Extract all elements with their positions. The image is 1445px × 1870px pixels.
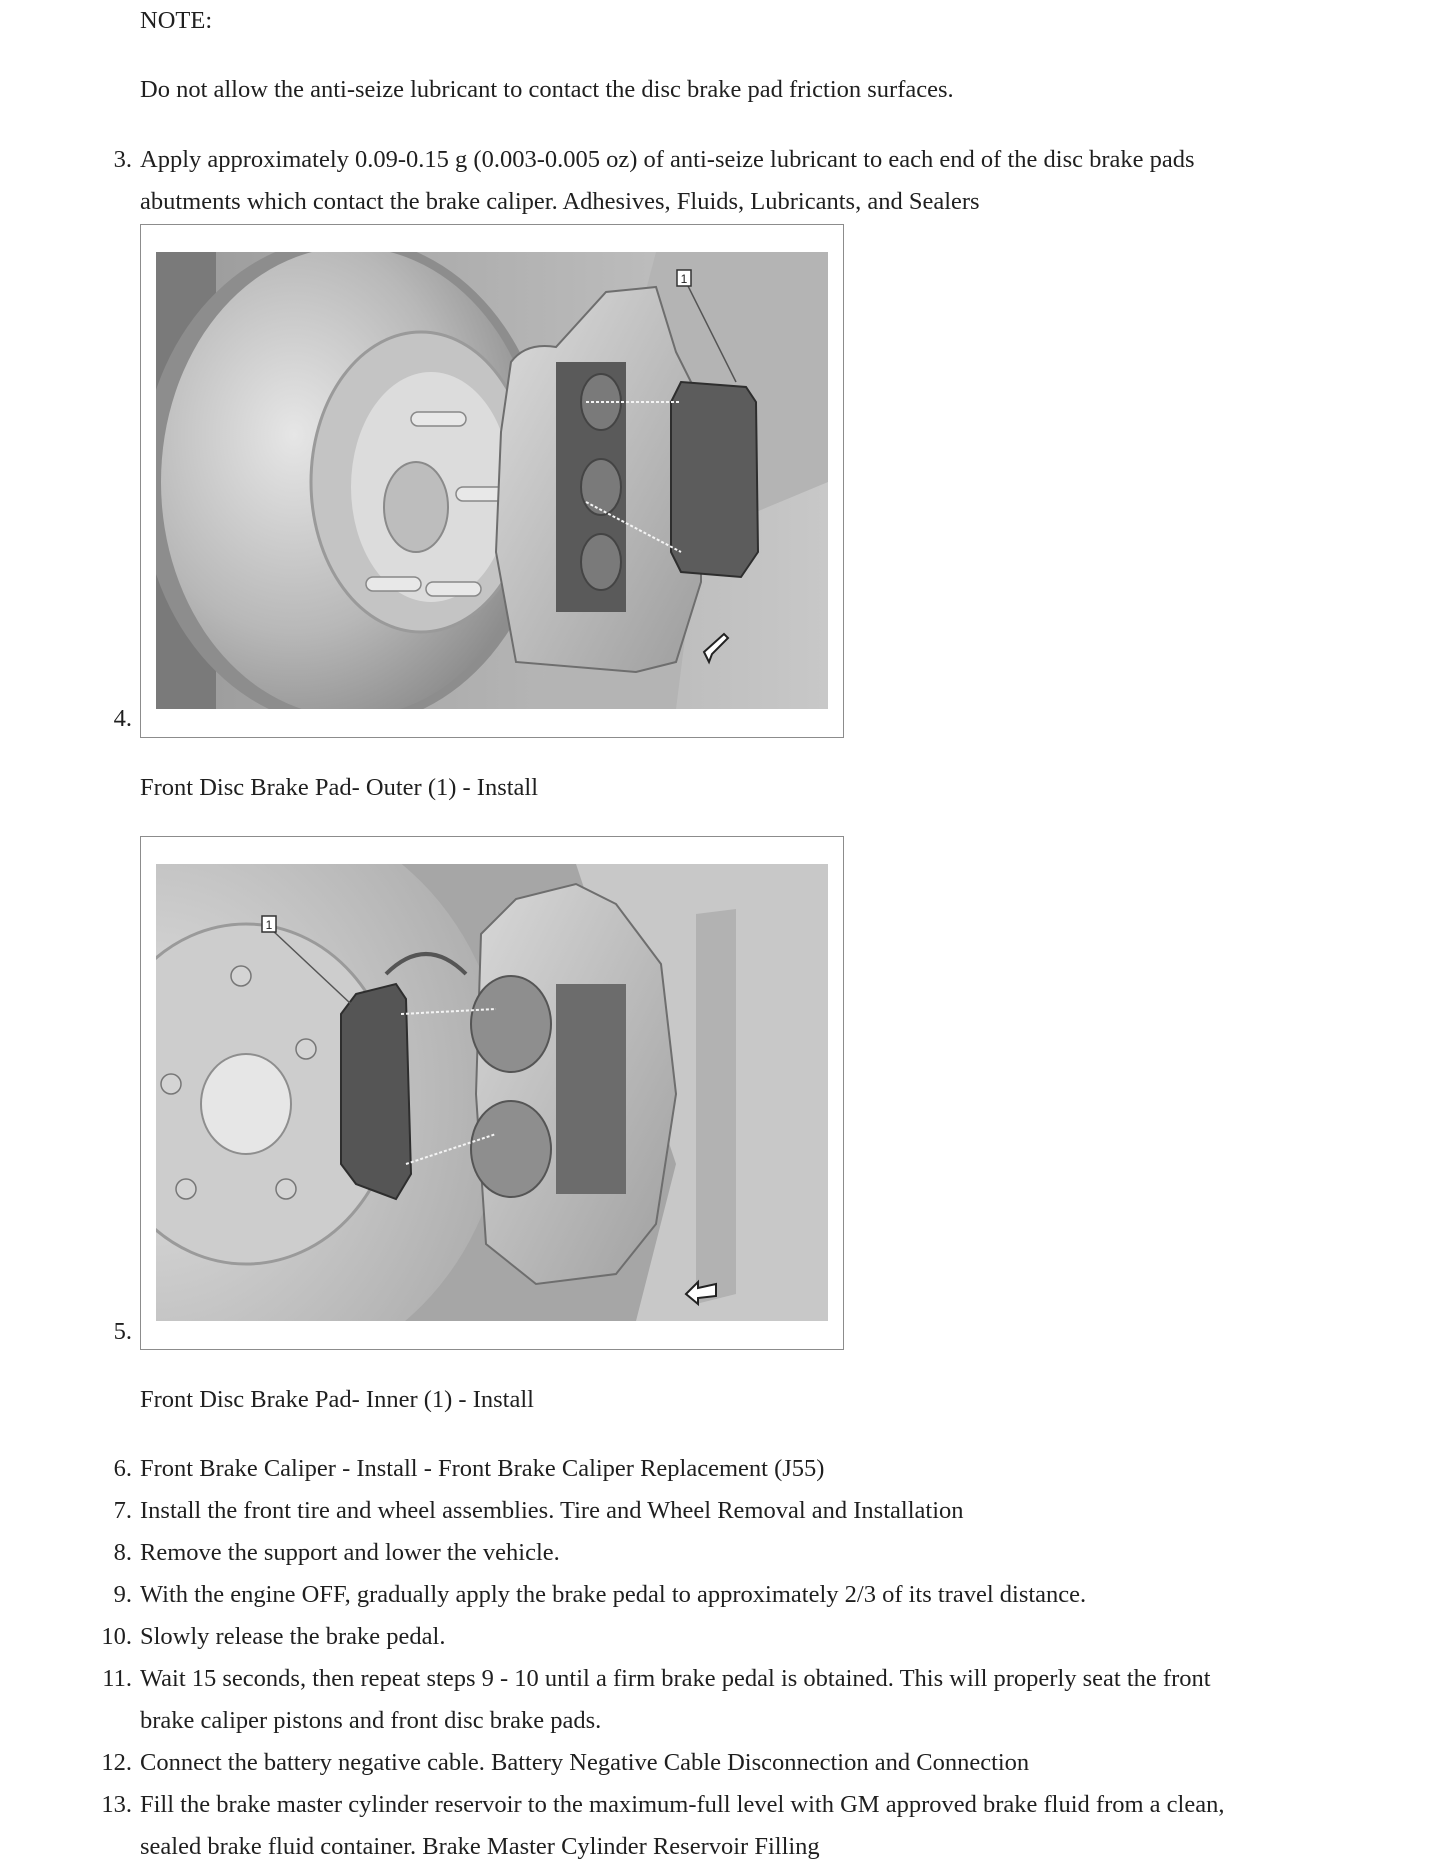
step-3-line-1: Apply approximately 0.09-0.15 g (0.003-0.005 oz) of anti-seize lubricant to each end of the disc brake pads: [140, 146, 1195, 173]
step-13-line-1: Fill the brake master cylinder reservoir to the maximum-full level with GM approved brake fluid from a clean,: [140, 1791, 1225, 1818]
step-7-text: Install the front tire and wheel assemblies. Tire and Wheel Removal and Installation: [140, 1497, 964, 1524]
figure-outer-pad-install: [140, 224, 844, 738]
callout-1: 1: [680, 272, 688, 286]
step-5-number: 5.: [113, 1318, 132, 1345]
step-8-number: 8.: [113, 1539, 132, 1566]
step-8-text: Remove the support and lower the vehicle.: [140, 1539, 560, 1566]
step-11-line-2: brake caliper pistons and front disc brake pads.: [140, 1707, 602, 1734]
step-13-number: 13.: [101, 1791, 132, 1818]
step-11-number: 11.: [102, 1665, 132, 1692]
step-4-number: 4.: [113, 705, 132, 732]
note-text: Do not allow the anti-seize lubricant to contact the disc brake pad friction surfaces.: [140, 76, 954, 103]
step-9-number: 9.: [113, 1581, 132, 1608]
figure-inner-pad-install: [140, 836, 844, 1350]
step-3-line-2: abutments which contact the brake caliper. Adhesives, Fluids, Lubricants, and Sealers: [140, 188, 980, 215]
step-9-text: With the engine OFF, gradually apply the brake pedal to approximately 2/3 of its travel distance.: [140, 1581, 1087, 1608]
step-12-number: 12.: [101, 1749, 132, 1776]
brake-illustration-inner: [156, 864, 828, 1321]
step-6-text: Front Brake Caliper - Install - Front Brake Caliper Replacement (J55): [140, 1455, 825, 1482]
step-10-number: 10.: [101, 1623, 132, 1650]
step-7-number: 7.: [113, 1497, 132, 1524]
step-4-caption: Front Disc Brake Pad- Outer (1) - Install: [140, 774, 539, 801]
step-13-line-2: sealed brake fluid container. Brake Master Cylinder Reservoir Filling: [140, 1833, 820, 1860]
step-12-text: Connect the battery negative cable. Battery Negative Cable Disconnection and Connection: [140, 1749, 1030, 1776]
step-3-number: 3.: [113, 146, 132, 173]
brake-illustration-outer: [156, 252, 828, 709]
step-11-line-1: Wait 15 seconds, then repeat steps 9 - 10 until a firm brake pedal is obtained. This will properly seat the front: [140, 1665, 1211, 1692]
step-6-number: 6.: [113, 1455, 132, 1482]
step-5-caption: Front Disc Brake Pad- Inner (1) - Install: [140, 1386, 534, 1413]
callout-1-inner: 1: [265, 918, 273, 932]
note-label: NOTE:: [140, 7, 213, 34]
step-10-text: Slowly release the brake pedal.: [140, 1623, 446, 1650]
